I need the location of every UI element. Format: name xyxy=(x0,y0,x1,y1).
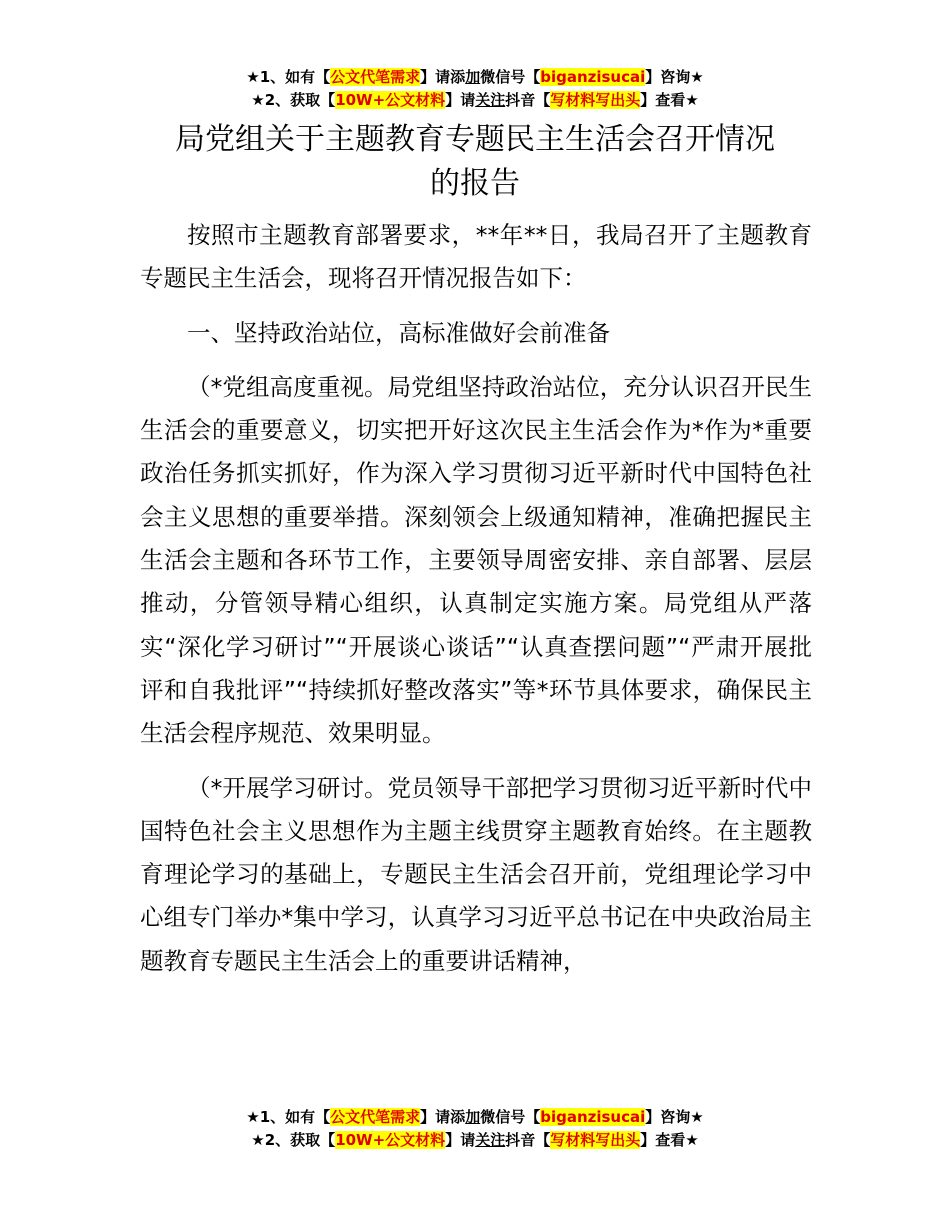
promo-text: 】请添 xyxy=(420,1108,466,1126)
section-heading-1: 一、坚持政治站位，高标准做好会前准备 xyxy=(187,318,610,347)
promo-underlined-text: 关注 xyxy=(475,91,506,109)
promo-underlined-text: 关注 xyxy=(475,1131,506,1149)
promo-text: 】咨询★ xyxy=(645,1108,704,1126)
promo-text: ★2、获取【 xyxy=(251,91,336,109)
body-paragraph: （*党组高度重视。局党组坚持政治站位，充分认识召开民生生活会的重要意义，切实把开好这次民主生活会作为*作为*重要政治任务抓实抓好，作为深入学习贯彻习近平新时代中国特色社会主义思想的重要举措。深刻领会上级通知精神，准确把握民主生活会主题和各环节工作，主要领导周密安排、亲自部署、层层推动，分管领导精心组织，认真制定实施方案。局党组从严落实“深化学习研讨”“开展谈心谈话”“认真查摆问题”“严肃开展批评和自我批评”“持续抓好整改落实”等*环节具体要求，确保民主生活会程序规范、效果明显。 xyxy=(140,372,812,748)
promo-text: 微信号【 xyxy=(480,68,541,86)
promo-text: 微信号【 xyxy=(480,1108,541,1126)
promo-text: 抖音【 xyxy=(505,1131,551,1149)
promo-underlined-text: 加 xyxy=(465,1108,481,1126)
promo-douyin-id: 写材料写出头 xyxy=(550,91,641,109)
promo-line-1 xyxy=(0,1106,950,1129)
promo-banner-top xyxy=(0,66,950,112)
promo-text: 】查看★ xyxy=(640,91,699,109)
promo-highlight: 公文代笔需求 xyxy=(330,68,421,86)
promo-text: 】请 xyxy=(445,91,476,109)
promo-text: 】查看★ xyxy=(640,1131,699,1149)
document-title xyxy=(140,118,810,206)
promo-text: ★1、如有【 xyxy=(246,68,331,86)
promo-highlight: 10W+公文材料 xyxy=(335,1131,446,1149)
promo-wechat-id: biganzisucai xyxy=(540,1108,646,1126)
promo-wechat-id: biganzisucai xyxy=(540,68,646,86)
intro-paragraph: 按照市主题教育部署要求，**年**日，我局召开了主题教育专题民主生活会，现将召开情况报告如下： xyxy=(140,221,812,293)
promo-highlight: 10W+公文材料 xyxy=(335,91,446,109)
promo-text: 】请添 xyxy=(420,68,466,86)
promo-highlight: 公文代笔需求 xyxy=(330,1108,421,1126)
document-title-line-2: 的报告 xyxy=(430,166,520,201)
promo-text: ★1、如有【 xyxy=(246,1108,331,1126)
promo-text: 】咨询★ xyxy=(645,68,704,86)
promo-line-2 xyxy=(0,89,950,112)
promo-douyin-id: 写材料写出头 xyxy=(550,1131,641,1149)
document-title-line-1: 局党组关于主题教育专题民主生活会召开情况 xyxy=(175,122,775,157)
promo-line-1 xyxy=(0,66,950,89)
promo-text: ★2、获取【 xyxy=(251,1131,336,1149)
promo-text: 抖音【 xyxy=(505,91,551,109)
document-body xyxy=(140,214,812,983)
promo-banner-bottom xyxy=(0,1106,950,1152)
promo-line-2 xyxy=(0,1129,950,1152)
body-paragraph: （*开展学习研讨。党员领导干部把学习贯彻习近平新时代中国特色社会主义思想作为主题主线贯穿主题教育始终。在主题教育理论学习的基础上，专题民主生活会召开前，党组理论学习中心组专门举办*集中学习，认真学习习近平总书记在中央政治局主题教育专题民主生活会上的重要讲话精神， xyxy=(140,773,812,975)
promo-text: 】请 xyxy=(445,1131,476,1149)
promo-underlined-text: 加 xyxy=(465,68,481,86)
